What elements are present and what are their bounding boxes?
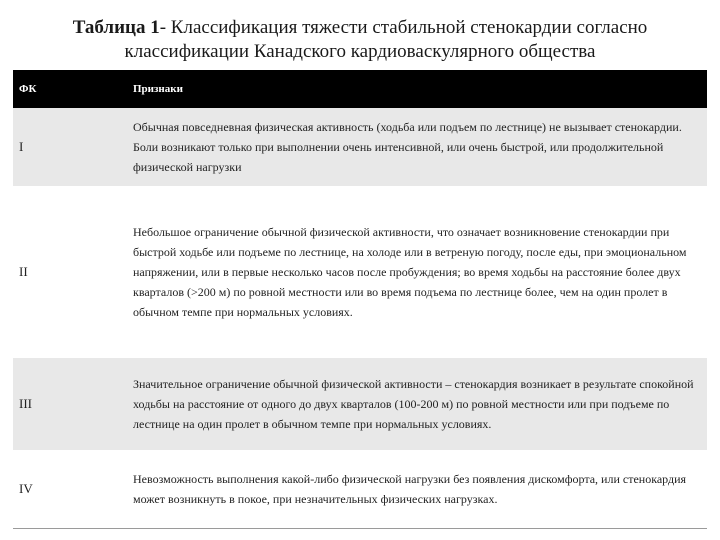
row-fc: IV [19, 481, 33, 496]
classification-table [13, 70, 707, 529]
row-signs: Невозможность выполнения какой-либо физической нагрузки без появления дискомфорта, или стенокардия может возникнуть в покое, при незначительных физических нагрузках. [133, 472, 687, 506]
row-fc: III [19, 396, 32, 411]
table-row [13, 108, 707, 186]
row-signs: Значительное ограничение обычной физической активности – стенокардия возникает в результате спокойной ходьбы на расстояние от одного до двух кварталов (100-200 м) по ровной местности или при подъеме по лестнице на один пролет в обычном темпе при нормальных условиях. [133, 377, 694, 431]
row-fc: I [19, 139, 24, 154]
table-row [13, 358, 707, 450]
table-row [13, 208, 707, 336]
row-spacer [13, 336, 707, 358]
table-row [13, 458, 707, 520]
header-fc: ФК [19, 83, 37, 95]
table-bottom-border [13, 528, 707, 529]
header-signs: Признаки [133, 83, 183, 95]
row-fc: II [19, 264, 28, 279]
row-spacer [13, 186, 707, 208]
table-header [13, 70, 707, 108]
row-spacer [13, 450, 707, 458]
row-signs: Небольшое ограничение обычной физической активности, что означает возникновение стенокардии при быстрой ходьбе или подъеме по лестнице, на холоде или в ветреную погоду, после еды, при эмоциональном напряжении, или в первые несколько часов после пробуждения; во время ходьбы на расстояние более двух кварталов (>200 м) по ровной местности или во время подъема по лестнице более, чем на один пролет в обычном темпе при нормальных условиях. [133, 225, 687, 319]
caption-label: Таблица 1 [72, 17, 160, 38]
table-caption [40, 16, 680, 64]
row-signs: Обычная повседневная физическая активность (ходьба или подъем по лестнице) не вызывает стенокардии. Боли возникают только при выполнении очень интенсивной, или очень быстрой, или продолжительной физической нагрузки [133, 120, 682, 174]
caption-text: - Классификация тяжести стабильной стенокардии согласно классификации Канадского кардиоваскулярного общества [124, 17, 648, 62]
